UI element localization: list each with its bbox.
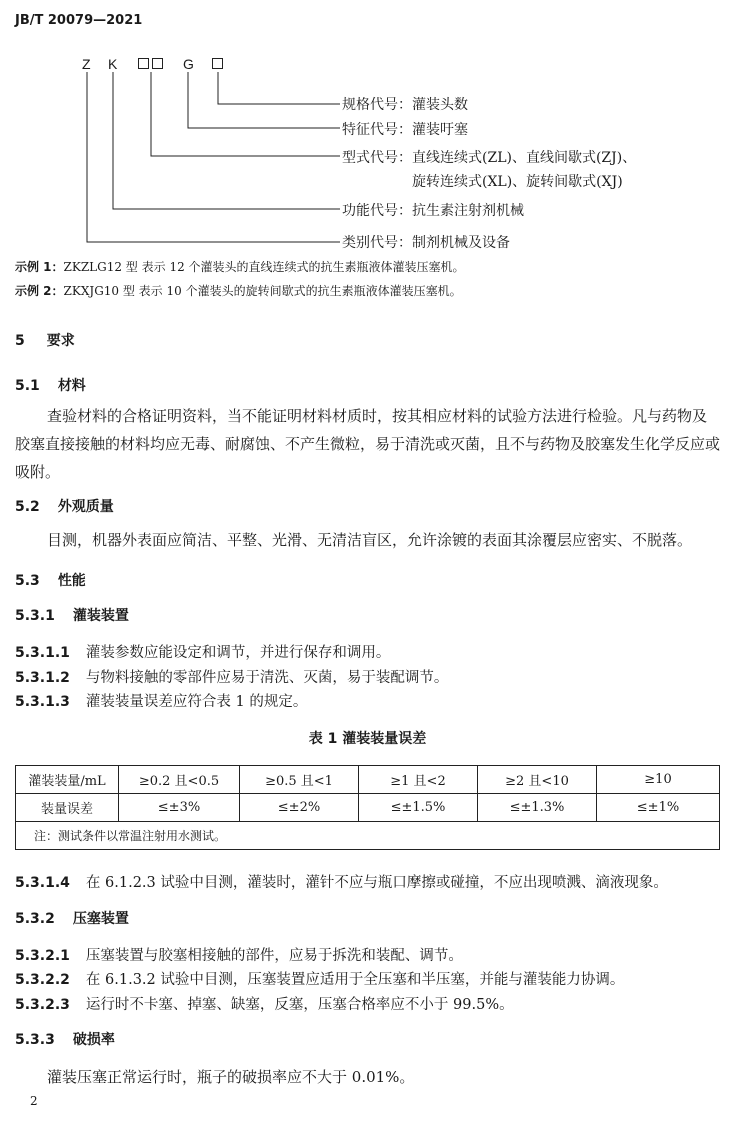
clause-text: 灌装参数应能设定和调节，并进行保存和调用。 [85, 645, 391, 661]
code-box-spec [212, 58, 223, 69]
table-cell: ≥0.2 且<0.5 [119, 766, 240, 794]
table-cell: ≤±3% [119, 794, 240, 822]
clause-text: 运行时不卡塞、掉塞、缺塞，反塞，压塞合格率应不小于 99.5%。 [85, 997, 514, 1013]
clause-5-3-2-1 [15, 944, 463, 965]
code-label-type: 型式代号：直线连续式(ZL)、直线间歇式(ZJ)、 [342, 150, 637, 166]
section-number: 5.3 [15, 573, 40, 589]
table-row-note [16, 822, 720, 850]
code-letter-z: Z [82, 56, 91, 72]
example-2 [15, 282, 462, 299]
section-5-2-text: 目测，机器外表面应简洁、平整、光滑、无清洁盲区，允许涂镀的表面其涂覆层应密实、不脱落。 [47, 531, 693, 549]
section-title: 材料 [57, 378, 86, 394]
section-5-1-text: 查验材料的合格证明资料，当不能证明材料材质时，按其相应材料的试验方法进行检验。凡与药物及胶塞直接接触的材料均应无毒、耐腐蚀、不产生微粒，易于清洗或灭菌，且不与药物及胶塞发生化学反应或吸附。 [15, 407, 721, 481]
table-cell: ≥1 且<2 [359, 766, 478, 794]
leader-line-feature [188, 72, 340, 128]
code-label-type-cont: 旋转连续式(XL)、旋转间歇式(XJ) [412, 174, 623, 190]
clause-number: 5.3.2.2 [15, 972, 70, 988]
clause-text: 在 6.1.3.2 试验中目测，压塞装置应适用于全压塞和半压塞，并能与灌装能力协调。 [85, 972, 625, 988]
code-label-spec: 规格代号：灌装头数 [342, 97, 468, 113]
leader-line-type [151, 72, 340, 156]
section-number: 5.3.1 [15, 608, 55, 624]
section-number: 5.3.2 [15, 911, 55, 927]
code-label-category: 类别代号：制剂机械及设备 [342, 235, 510, 251]
code-letter-g: G [183, 56, 194, 72]
clause-text: 压塞装置与胶塞相接触的部件，应易于拆洗和装配、调节。 [85, 948, 463, 964]
section-number: 5.1 [15, 378, 40, 394]
clause-5-3-1-4 [15, 871, 668, 892]
clause-5-3-2-2 [15, 968, 624, 989]
section-title: 外观质量 [57, 499, 114, 515]
section-5-heading [15, 330, 75, 350]
example-1-label: 示例 1： [15, 260, 64, 274]
example-1-text: ZKZLG12 型 表示 12 个灌装头的直线连续式的抗生素瓶液体灌装压塞机。 [63, 260, 465, 274]
code-box-type-2 [152, 58, 163, 69]
clause-5-3-2-3 [15, 993, 514, 1014]
section-5-3-2-heading [15, 908, 129, 928]
section-5-1-heading [15, 375, 86, 395]
table-cell: ≤±1.5% [359, 794, 478, 822]
clause-number: 5.3.1.2 [15, 670, 70, 686]
table-1 [15, 765, 720, 850]
example-2-label: 示例 2： [15, 284, 64, 298]
example-2-text: ZKXJG10 型 表示 10 个灌装头的旋转间歇式的抗生素瓶液体灌装压塞机。 [63, 284, 462, 298]
section-title: 要求 [46, 333, 75, 349]
section-number: 5.3.3 [15, 1032, 55, 1048]
table-cell: ≥0.5 且<1 [240, 766, 359, 794]
section-title: 性能 [57, 573, 86, 589]
clause-5-3-1-2 [15, 666, 448, 687]
table-cell: 灌装装量/mL [16, 766, 119, 794]
section-5-3-1-heading [15, 605, 129, 625]
page-number: 2 [30, 1094, 38, 1108]
clause-number: 5.3.2.3 [15, 997, 70, 1013]
clause-number: 5.3.1.3 [15, 694, 70, 710]
clause-number: 5.3.1.4 [15, 875, 70, 891]
table-cell: ≥10 [597, 766, 720, 794]
code-box-type-1 [138, 58, 149, 69]
table-row-error [16, 794, 720, 822]
section-number: 5 [15, 333, 25, 349]
leader-line-function [113, 72, 340, 209]
clause-5-3-1-3 [15, 690, 307, 711]
clause-text: 在 6.1.2.3 试验中目测，灌装时，灌针不应与瓶口摩擦或碰撞，不应出现喷溅、滴液现象。 [85, 875, 668, 891]
section-5-3-3-heading [15, 1029, 115, 1049]
clause-number: 5.3.2.1 [15, 948, 70, 964]
leader-line-spec [218, 72, 340, 104]
code-label-feature: 特征代号：灌装吁塞 [342, 122, 468, 138]
section-title: 破损率 [72, 1032, 115, 1048]
clause-text: 灌装装量误差应符合表 1 的规定。 [85, 694, 308, 710]
section-5-2-heading [15, 496, 114, 516]
section-title: 压塞装置 [72, 911, 129, 927]
table-row-volume [16, 766, 720, 794]
clause-text: 与物料接触的零部件应易于清洗、灭菌，易于装配调节。 [85, 670, 449, 686]
section-5-3-heading [15, 570, 86, 590]
clause-5-3-1-1 [15, 641, 390, 662]
code-label-function: 功能代号：抗生素注射剂机械 [342, 203, 524, 219]
section-5-3-3-text: 灌装压塞正常运行时，瓶子的破损率应不大于 0.01%。 [47, 1068, 415, 1086]
table-1-caption: 表 1 灌装装量误差 [308, 731, 427, 747]
leader-line-category [87, 72, 340, 242]
clause-number: 5.3.1.1 [15, 645, 70, 661]
document-id: JB/T 20079—2021 [15, 13, 143, 28]
section-title: 灌装装置 [72, 608, 129, 624]
table-cell: ≤±1% [597, 794, 720, 822]
table-note: 注：测试条件以常温注射用水测试。 [16, 822, 720, 850]
example-1 [15, 258, 465, 275]
code-letter-k: K [108, 56, 118, 72]
section-number: 5.2 [15, 499, 40, 515]
table-cell: ≤±2% [240, 794, 359, 822]
table-cell: ≤±1.3% [478, 794, 597, 822]
table-cell: 装量误差 [16, 794, 119, 822]
table-cell: ≥2 且<10 [478, 766, 597, 794]
